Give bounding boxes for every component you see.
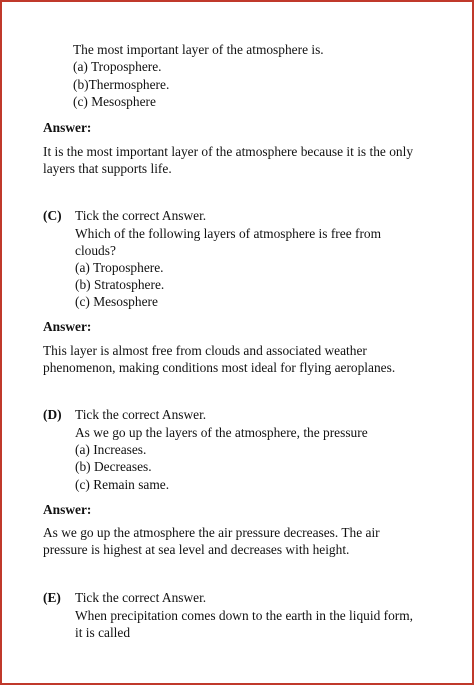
question-e-instruction: Tick the correct Answer. — [75, 590, 207, 605]
question-c-answer-line-1: This layer is almost free from clouds and associated weather — [43, 343, 367, 358]
question-c-option-a: (a) Troposphere. — [75, 260, 164, 275]
question-d-option-a: (a) Increases. — [75, 442, 147, 457]
intro-option-a: (a) Troposphere. — [73, 59, 162, 74]
intro-option-b: (b)Thermosphere. — [73, 77, 170, 92]
question-c-instruction: Tick the correct Answer. — [75, 208, 207, 223]
question-d-instruction: Tick the correct Answer. — [75, 407, 207, 422]
question-c-answer-line-2: phenomenon, making conditions most ideal for flying aeroplanes. — [43, 360, 396, 375]
question-d-answer-line-2: pressure is highest at sea level and decreases with height. — [43, 542, 350, 557]
question-d-label: (D) — [43, 407, 62, 422]
question-c-prompt-line-2: clouds? — [75, 243, 116, 258]
question-e-prompt-line-1: When precipitation comes down to the earth in the liquid form, — [75, 608, 414, 623]
question-c-option-b: (b) Stratosphere. — [75, 277, 165, 292]
question-d-prompt-line-1: As we go up the layers of the atmosphere, the pressure — [75, 425, 368, 440]
intro-question-prompt: The most important layer of the atmosphere is. — [73, 42, 324, 57]
question-c-answer-heading: Answer: — [43, 319, 92, 334]
intro-answer-heading: Answer: — [43, 120, 92, 135]
question-c-label: (C) — [43, 208, 62, 223]
question-c-option-c: (c) Mesosphere — [75, 294, 158, 309]
intro-answer-line-2: layers that supports life. — [43, 161, 172, 176]
question-d-answer-line-1: As we go up the atmosphere the air pressure decreases. The air — [43, 525, 380, 540]
question-d-option-c: (c) Remain same. — [75, 477, 170, 492]
question-d-option-b: (b) Decreases. — [75, 459, 152, 474]
question-e-label: (E) — [43, 590, 61, 605]
question-c-prompt-line-1: Which of the following layers of atmosphere is free from — [75, 226, 382, 241]
question-e-prompt-line-2: it is called — [75, 625, 131, 640]
question-d-answer-heading: Answer: — [43, 502, 92, 517]
intro-option-c: (c) Mesosphere — [73, 94, 156, 109]
intro-answer-line-1: It is the most important layer of the atmosphere because it is the only — [43, 144, 414, 159]
